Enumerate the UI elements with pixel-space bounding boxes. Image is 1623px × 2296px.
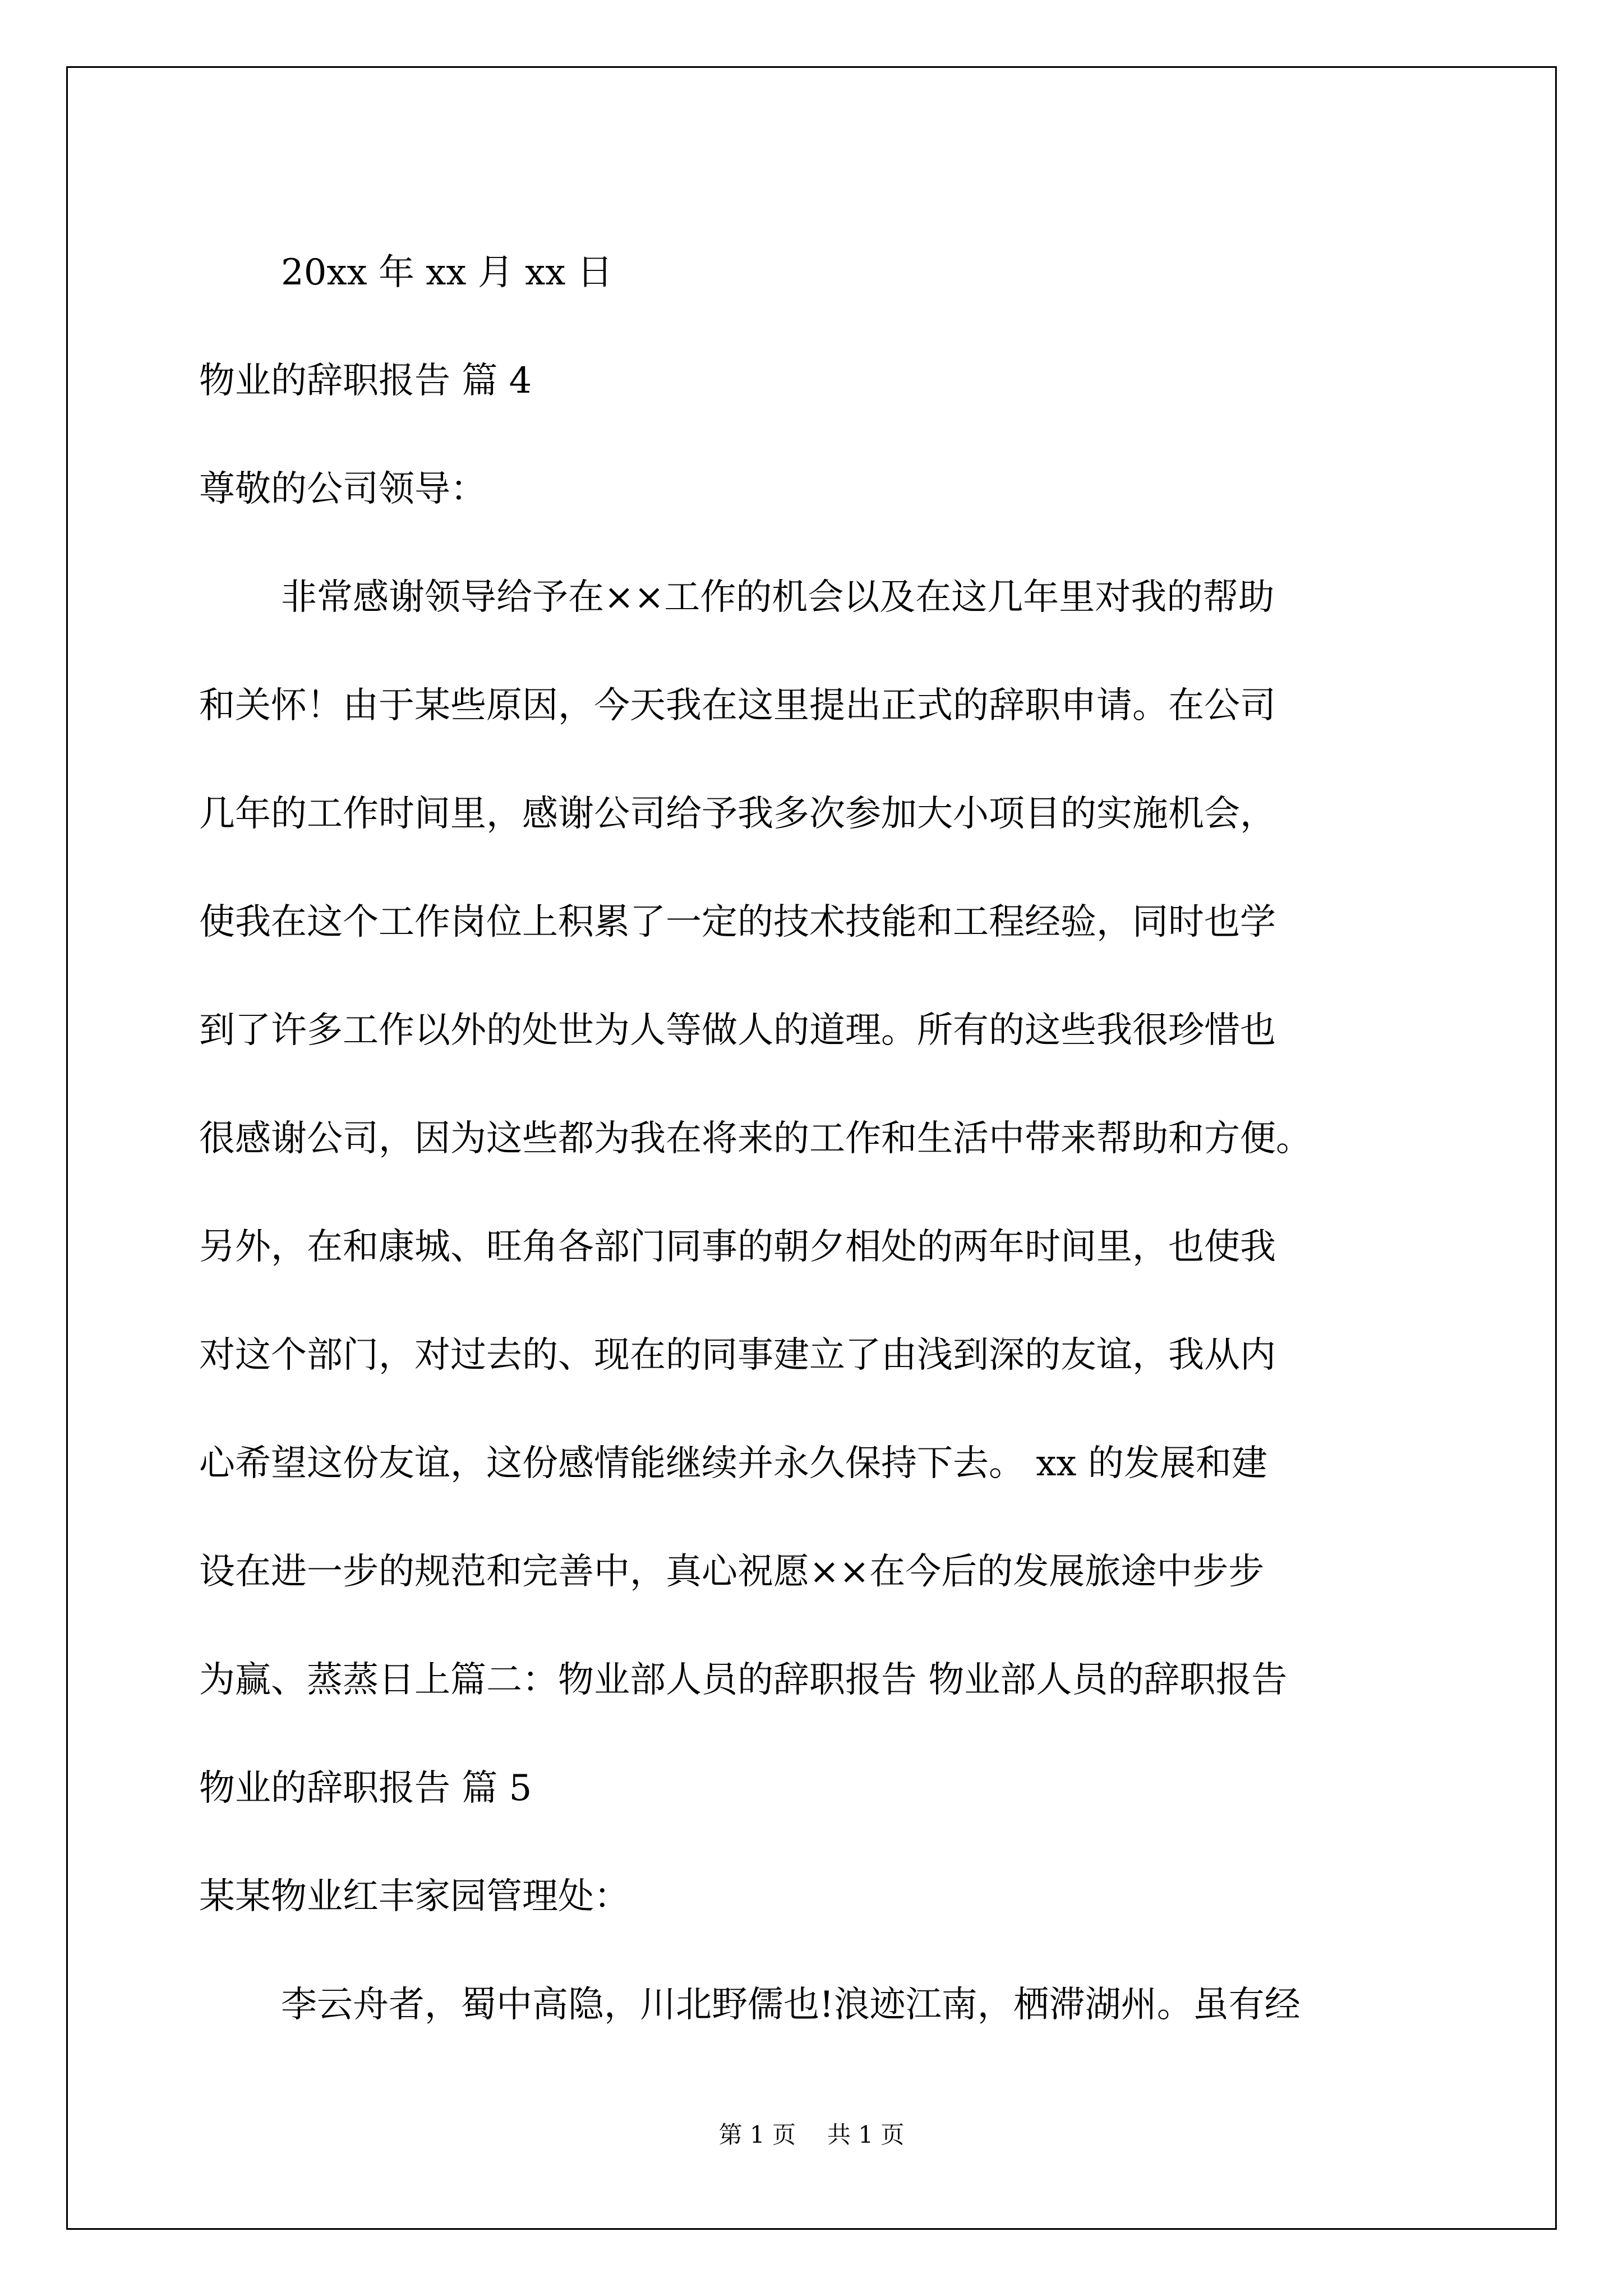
- section-heading-4: 物业的辞职报告 篇 4: [199, 360, 532, 402]
- salutation-line: 尊敬的公司领导：: [199, 468, 486, 510]
- body-line: 非常感谢领导给予在××工作的机会以及在这几年里对我的帮助: [281, 577, 1275, 618]
- body-line: 心希望这份友谊，这份感情能继续并永久保持下去。 xx 的发展和建: [199, 1443, 1267, 1484]
- salutation-line: 某某物业红丰家园管理处：: [199, 1876, 630, 1917]
- page-number-total: 共 1 页: [827, 2121, 905, 2148]
- body-line: 几年的工作时间里，感谢公司给予我多次参加大小项目的实施机会，: [199, 793, 1276, 835]
- body-line: 使我在这个工作岗位上积累了一定的技术技能和工程经验，同时也学: [199, 901, 1276, 943]
- body-line: 为赢、蒸蒸日上篇二：物业部人员的辞职报告 物业部人员的辞职报告: [199, 1659, 1288, 1701]
- body-line: 设在进一步的规范和完善中，真心祝愿××在今后的发展旅途中步步: [199, 1551, 1265, 1593]
- date-line: 20xx 年 xx 月 xx 日: [281, 252, 613, 293]
- body-line: 李云舟者，蜀中高隐，川北野儒也!浪迹江南，栖滞湖州。虽有经: [281, 1984, 1301, 2026]
- page-footer: [0, 2118, 1623, 2152]
- section-heading-5: 物业的辞职报告 篇 5: [199, 1768, 532, 1809]
- body-line: 对这个部门，对过去的、现在的同事建立了由浅到深的友谊，我从内: [199, 1335, 1276, 1376]
- document-body: [199, 219, 1433, 2059]
- body-line: 和关怀！由于某些原因，今天我在这里提出正式的辞职申请。在公司: [199, 685, 1276, 726]
- body-line: 到了许多工作以外的处世为人等做人的道理。所有的这些我很珍惜也: [199, 1010, 1276, 1051]
- body-line: 很感谢公司，因为这些都为我在将来的工作和生活中带来帮助和方便。: [199, 1118, 1312, 1159]
- body-line: 另外，在和康城、旺角各部门同事的朝夕相处的两年时间里，也使我: [199, 1226, 1276, 1268]
- page-number-current: 第 1 页: [718, 2121, 796, 2148]
